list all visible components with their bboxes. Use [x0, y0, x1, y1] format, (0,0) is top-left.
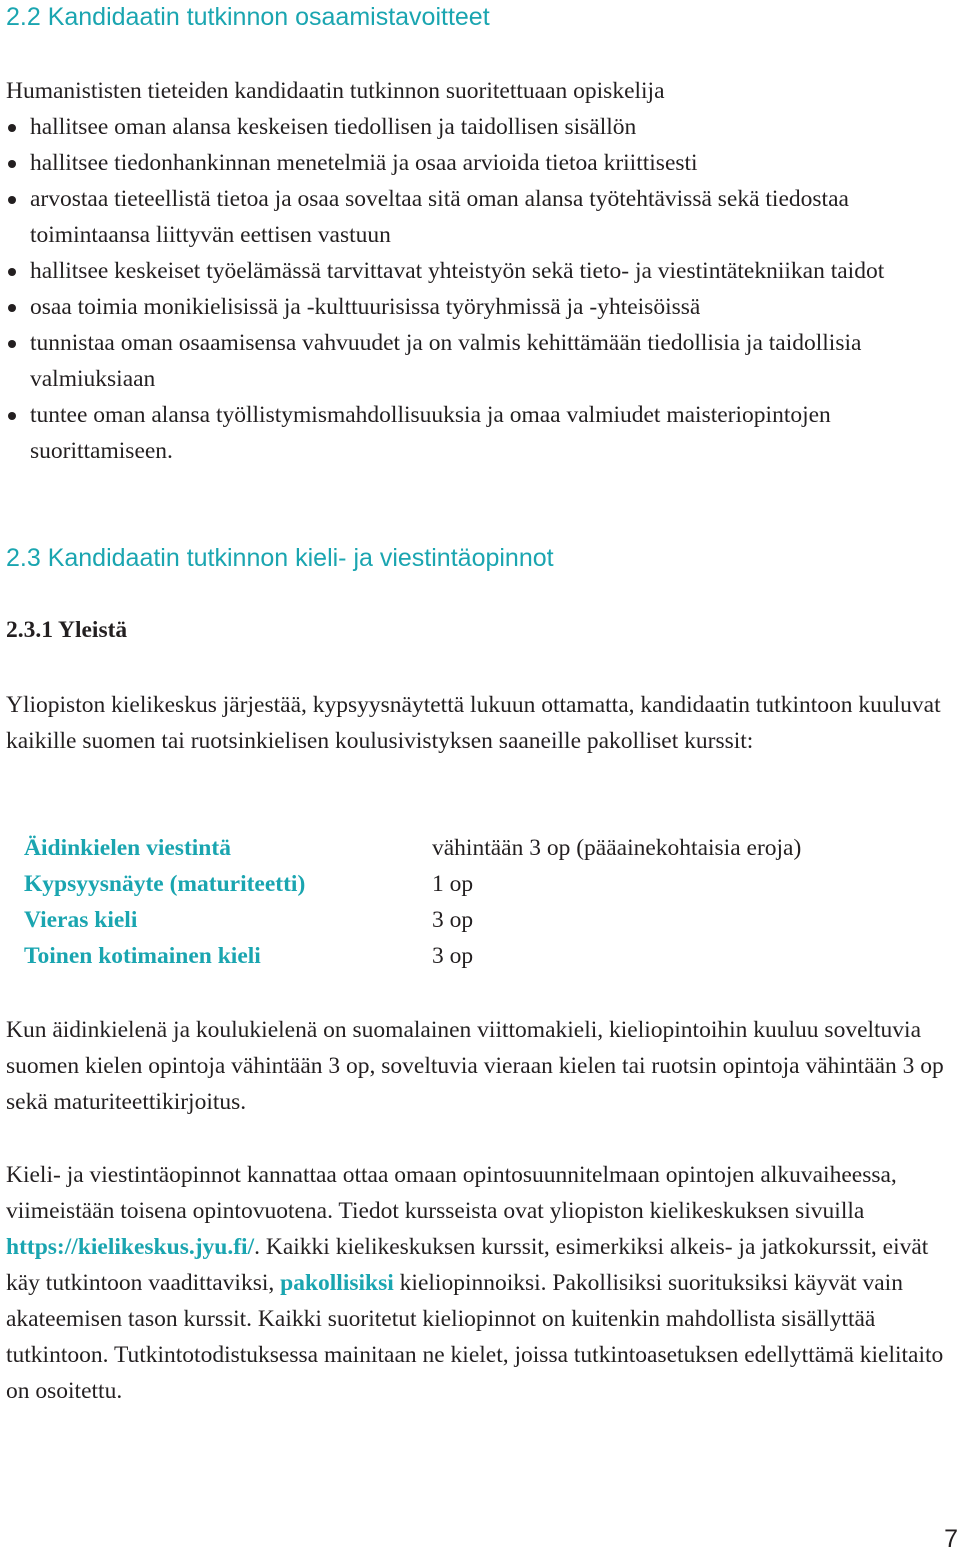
table-row: [24, 902, 944, 938]
list-item: arvostaa tieteellistä tietoa ja osaa soveltaa sitä oman alansa työtehtävissä sekä tiedostaa toimintaansa liittyvän eettisen vastuun: [6, 181, 956, 253]
paragraph-text: Kieli- ja viestintäopinnot kannattaa ottaa omaan opintosuunnitelmaan opintojen alkuvaiheessa, viimeistään toisena opintovuotena. Tiedot kursseista ovat yliopiston kielikeskuksen sivuilla: [6, 1162, 897, 1224]
list-item: hallitsee oman alansa keskeisen tiedollisen ja taidollisen sisällön: [6, 109, 956, 145]
paragraph-sign-language: Kun äidinkielenä ja koulukielenä on suomalainen viittomakieli, kieliopintoihin kuuluu soveltuvia suomen kielen opintoja vähintään 3 op, soveltuvia vieraan kielen tai ruotsin opintoja vähintään 3 op sekä maturiteettikirjoitus.: [6, 1017, 944, 1115]
subsection-heading-2-3-1: 2.3.1 Yleistä: [6, 617, 128, 643]
list-item: osaa toimia monikielisissä ja -kulttuurisissa työryhmissä ja -yhteisöissä: [6, 289, 956, 325]
learning-outcomes-list: [6, 109, 956, 469]
paragraph-language-studies: [6, 1157, 954, 1409]
course-name: Äidinkielen viestintä: [24, 834, 231, 861]
course-name: Toinen kotimainen kieli: [24, 942, 261, 969]
table-row: [24, 866, 944, 902]
emphasis-pakollisiksi: pakollisiksi: [280, 1270, 394, 1296]
list-item: hallitsee tiedonhankinnan menetelmiä ja osaa arvioida tietoa kriittisesti: [6, 145, 956, 181]
intro-text: Humanististen tieteiden kandidaatin tutkinnon suoritettuaan opiskelija: [6, 78, 665, 104]
course-credits: vähintään 3 op (pääainekohtaisia eroja): [432, 834, 802, 861]
paragraph-language-centre: Yliopiston kielikeskus järjestää, kypsyysnäytettä lukuun ottamatta, kandidaatin tutkintoon kuuluvat kaikille suomen tai ruotsinkielisen koulusivistyksen saaneille pakolliset kurssit:: [6, 692, 941, 754]
section-heading-2-2: 2.2 Kandidaatin tutkinnon osaamistavoitteet: [6, 3, 490, 31]
section-heading-2-3: 2.3 Kandidaatin tutkinnon kieli- ja viestintäopinnot: [6, 544, 554, 572]
kielikeskus-link[interactable]: https://kielikeskus.jyu.fi/: [6, 1234, 255, 1260]
paragraph-text: . Kaikki kielikeskuksen kurssit, esimerkiksi alkeis- ja jatkokurssit, eivät käy tutkintoon vaadittaviksi,: [6, 1234, 929, 1296]
list-item: hallitsee keskeiset työelämässä tarvittavat yhteistyön sekä tieto- ja viestintätekniikan taidot: [6, 253, 956, 289]
mandatory-courses-table: [24, 830, 944, 974]
course-name: Kypsyysnäyte (maturiteetti): [24, 870, 306, 897]
list-item: tuntee oman alansa työllistymismahdollisuuksia ja omaa valmiudet maisteriopintojen suorittamiseen.: [6, 397, 956, 469]
course-credits: 3 op: [432, 906, 474, 933]
course-name: Vieras kieli: [24, 906, 138, 933]
paragraph-text: kieliopinnoiksi. Pakollisiksi suorituksiksi käyvät vain akateemisen tason kurssit. Kaikki suoritetut kieliopinnot on kuitenkin mahdollista sisällyttää tutkintoon. Tutkintotodistuksessa mainitaan ne kielet, joissa tutkintoasetuksen edellyttämä kielitaito on osoitettu.: [6, 1270, 944, 1404]
course-credits: 1 op: [432, 870, 474, 897]
course-credits: 3 op: [432, 942, 474, 969]
page-number: 7: [944, 1525, 958, 1553]
table-row: [24, 938, 944, 974]
table-row: [24, 830, 944, 866]
list-item: tunnistaa oman osaamisensa vahvuudet ja on valmis kehittämään tiedollisia ja taidollisia valmiuksiaan: [6, 325, 956, 397]
